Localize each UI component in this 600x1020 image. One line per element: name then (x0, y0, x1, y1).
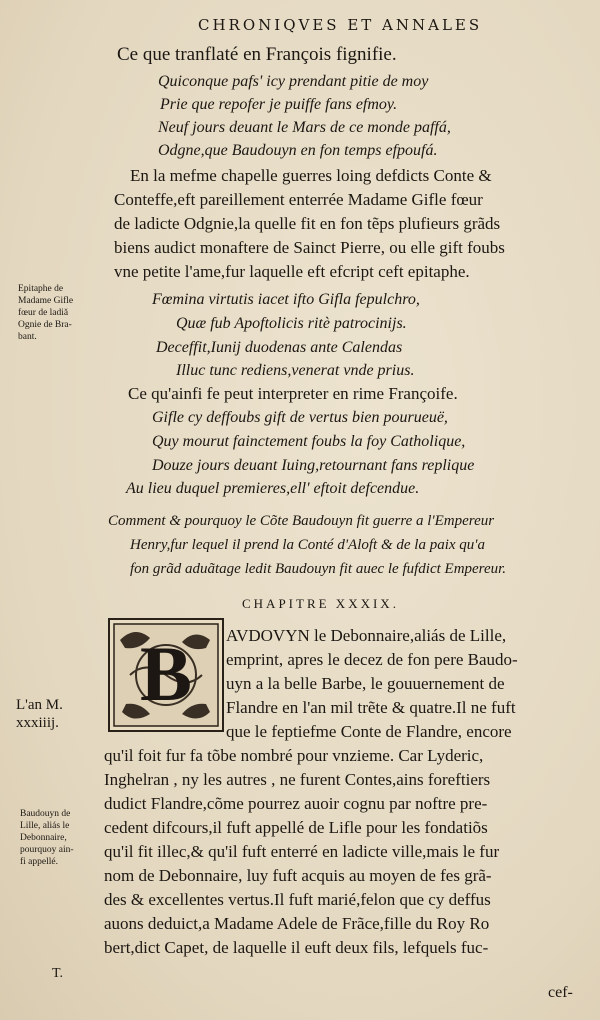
paragraph-line: biens audict monaftere de Sainct Pierre, ou elle gift foubs (114, 238, 505, 257)
margin-note-line: fœur de ladiă (18, 308, 69, 318)
chapter-summary-line: Henry,fur lequel il prend la Conté d'Aloft & de la paix qu'a (130, 537, 485, 553)
signature-mark: T. (52, 966, 64, 981)
margin-note-line: pourquoy ain- (20, 845, 74, 855)
verse-line: Quy mourut fainctement foubs la foy Catholique, (152, 433, 466, 450)
margin-note-baudouyn (20, 808, 74, 868)
paragraph-line: bert,dict Capet, de laquelle il euft deux fils, lefquels fuc- (104, 938, 489, 957)
paragraph-line: auons deduict,a Madame Adele de Frãce,fille du Roy Ro (104, 914, 490, 933)
paragraph-line: vne petite l'ame,fur laquelle eft efcript ceft epitaphe. (114, 262, 470, 281)
chapter-heading: CHAPITRE XXXIX. (242, 596, 399, 611)
verse-line: Neuf jours deuant le Mars de ce monde paffá, (158, 119, 451, 136)
margin-note-line: Lille, aliás le (20, 821, 70, 831)
paragraph-line: emprint, apres le decez de fon pere Baudo- (226, 650, 518, 669)
margin-note-line: Epitaphe de (18, 284, 64, 294)
chapter-summary-line: fon grãd aduãtage ledit Baudouyn fit auec le fufdict Empereur. (130, 561, 507, 577)
verse-line: Quiconque pafs' icy prendant pitie de moy (158, 73, 429, 90)
margin-note-line: Madame Gifle (18, 296, 74, 306)
ornamental-dropcap (108, 618, 224, 732)
dropcap-letter: B (139, 630, 193, 717)
margin-note-line: L'an M. (16, 697, 63, 713)
margin-note-line: Debonnaire, (20, 833, 67, 843)
verse-intro: Ce qu'ainfi fe peut interpreter en rime Françoife. (128, 384, 458, 403)
margin-note-year (16, 696, 63, 732)
paragraph-line: En la mefme chapelle guerres loing defdicts Conte & (130, 166, 492, 185)
paragraph-line: de ladicte Odgnie,la quelle fit en fon tẽps plufieurs grãds (114, 214, 501, 233)
verse-intro: Ce que tranflaté en François fignifie. (117, 44, 397, 65)
margin-note-line: bant. (18, 332, 37, 342)
paragraph-line: AVDOVYN le Debonnaire,aliás de Lille, (226, 626, 507, 645)
paragraph-line: qu'il fit illec,& qu'il fuft enterré en ladicte ville,mais le fur (104, 842, 500, 861)
verse-line: Odgne,que Baudouyn en fon temps efpoufá. (158, 142, 438, 159)
margin-note-line: fi appellé. (20, 857, 58, 867)
margin-note-line: Baudouyn de (20, 809, 71, 819)
catchword: cef- (548, 984, 573, 1001)
margin-note-epitaph (18, 283, 73, 343)
paragraph-line: nom de Debonnaire, luy fuft acquis au moyen de fes grã- (104, 866, 492, 885)
margin-note-line: Ognie de Bra- (18, 320, 72, 330)
latin-verse-line: Fœmina virtutis iacet ifto Gifla fepulchro, (152, 291, 420, 308)
latin-verse-line: Quæ fub Apoftolicis ritè patrocinijs. (176, 315, 407, 332)
paragraph-line: uyn a la belle Barbe, le gouuernement de (226, 674, 505, 693)
running-head: CHRONIQVES ET ANNALES (198, 16, 483, 34)
paragraph-line: que le feptiefme Conte de Flandre, encore (226, 722, 512, 741)
paragraph-line: des & excellentes vertus.Il fuft marié,felon que cy deffus (104, 890, 491, 909)
paragraph-line: Flandre en l'an mil trẽte & quatre.Il ne fuft (226, 698, 516, 717)
verse-line: Douze jours deuant Iuing,retournant fans replique (152, 457, 475, 474)
paragraph-line: Inghelran , ny les autres , ne furent Contes,ains foreftiers (104, 770, 491, 789)
paragraph-line: cedent difcours,il fuft appellé de Lifle pour les fondatiõs (104, 818, 488, 837)
margin-note-line: xxxiiij. (16, 715, 59, 731)
chapter-summary-line: Comment & pourquoy le Cõte Baudouyn fit guerre a l'Empereur (108, 513, 495, 529)
paragraph-line: dudict Flandre,cõme pourrez auoir cognu par noftre pre- (104, 794, 488, 813)
verse-line: Prie que repofer je puiffe fans efmoy. (160, 96, 398, 113)
verse-line: Gifle cy deffoubs gift de vertus bien pourueuë, (152, 409, 448, 426)
latin-verse-line: Deceffit,Iunij duodenas ante Calendas (156, 339, 403, 356)
dropcap-ornament-icon (110, 620, 222, 730)
paragraph-line: qu'il foit fur fa tõbe nombré pour vnzieme. Car Lyderic, (104, 746, 484, 765)
paragraph-line: Conteffe,eft pareillement enterrée Madame Gifle fœur (114, 190, 483, 209)
latin-verse-line: Illuc tunc rediens,venerat vnde prius. (176, 362, 415, 379)
verse-line: Au lieu duquel premieres,ell' eftoit defcendue. (126, 480, 420, 497)
